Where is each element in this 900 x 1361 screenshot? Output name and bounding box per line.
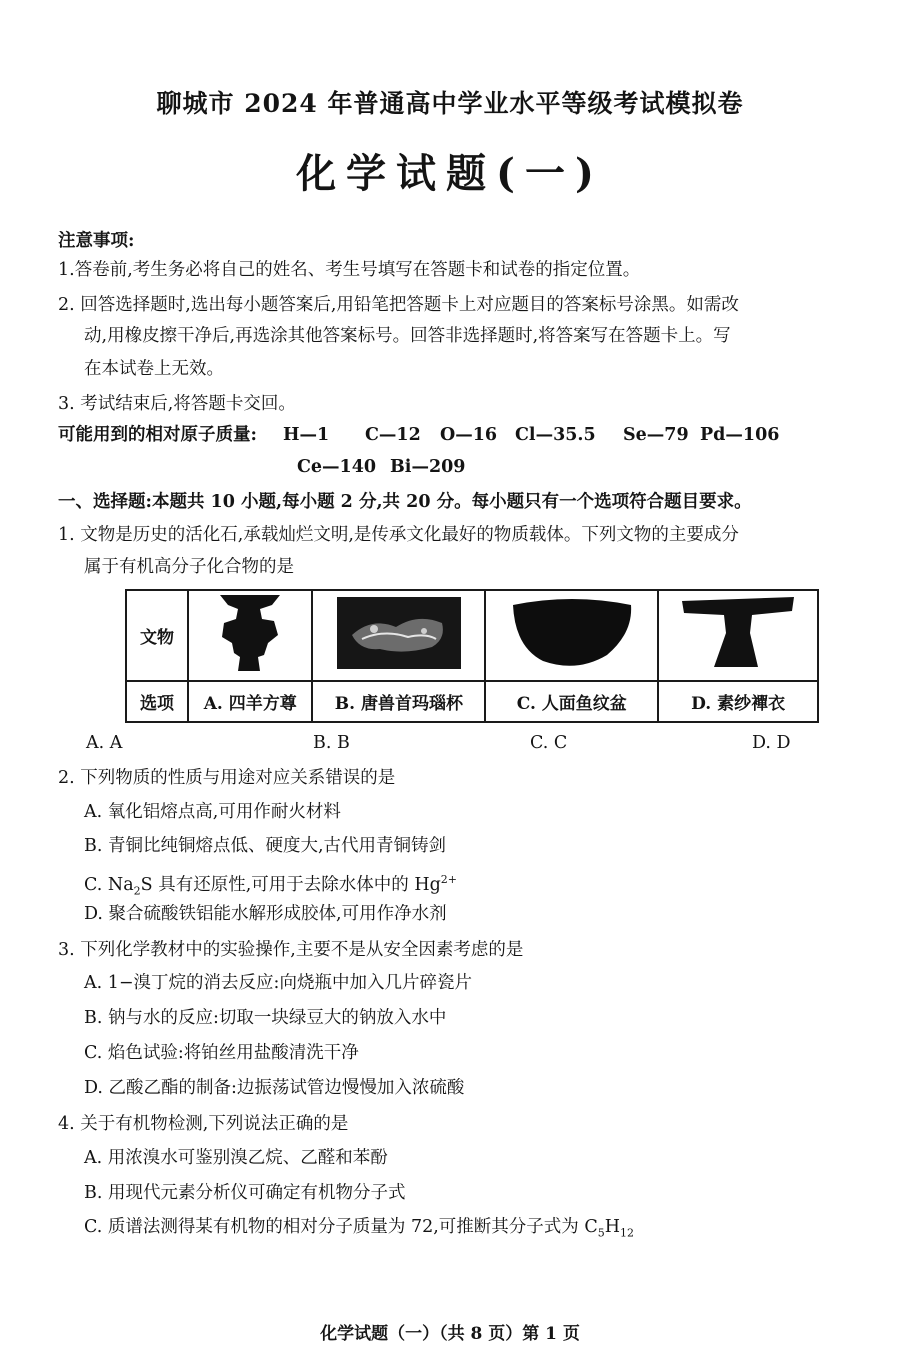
artifact-image-a	[188, 590, 312, 681]
artifact-image-c	[485, 590, 658, 681]
q2-option-b: B. 青铜比纯铜熔点低、硬度大,古代用青铜铸剑	[84, 836, 447, 856]
q1-choice-b: B. B	[313, 733, 350, 753]
q1-choice-c: C. C	[530, 733, 568, 753]
artifact-table	[125, 589, 819, 723]
page-footer: 化学试题（一）（共 8 页）第 1 页	[320, 1324, 580, 1344]
q4-option-b: B. 用现代元素分析仪可确定有机物分子式	[84, 1183, 406, 1203]
exam-name: 聊城市 2024 年普通高中学业水平等级考试模拟卷	[156, 89, 744, 118]
q3-stem: 3. 下列化学教材中的实验操作,主要不是从安全因素考虑的是	[58, 940, 524, 960]
artifact-option-d: D. 素纱襌衣	[658, 681, 818, 722]
q1-choice-d: D. D	[752, 733, 791, 753]
artifact-row-header: 文物	[126, 590, 188, 681]
q4-option-a: A. 用浓溴水可鉴别溴乙烷、乙醛和苯酚	[84, 1148, 388, 1168]
bronze-zun-icon	[210, 591, 290, 675]
artifact-option-a: A. 四羊方尊	[188, 681, 312, 722]
q1-choice-a: A. A	[86, 733, 123, 753]
notice-item-2-line-3: 在本试卷上无效。	[84, 359, 224, 379]
notice-item-2-line-2: 动,用橡皮擦干净后,再选涂其他答案标号。回答非选择题时,将答案写在答题卡上。写	[84, 326, 731, 346]
notice-title: 注意事项:	[58, 231, 135, 251]
q3-option-c: C. 焰色试验:将铂丝用盐酸清洗干净	[84, 1043, 359, 1063]
option-row-header: 选项	[126, 681, 188, 722]
atomic-mass-item: Bi—209	[390, 457, 466, 477]
notice-item-3: 3. 考试结束后,将答题卡交回。	[58, 394, 296, 414]
painted-basin-icon	[507, 593, 637, 673]
q3-option-a: A. 1−溴丁烷的消去反应:向烧瓶中加入几片碎瓷片	[84, 973, 472, 993]
q1-stem-line-1: 1. 文物是历史的活化石,承载灿烂文明,是传承文化最好的物质载体。下列文物的主要成分	[58, 525, 739, 545]
q4-option-c: C. 质谱法测得某有机物的相对分子质量为 72,可推断其分子式为 $C_5H_{12}$	[84, 1217, 635, 1240]
q2-option-c: C. $Na_2S$ 具有还原性,可用于去除水体中的 $Hg^{2+}$	[84, 873, 457, 898]
atomic-mass-item: H—1	[283, 425, 330, 445]
artifact-image-b	[312, 590, 485, 681]
notice-item-1: 1.答卷前,考生务必将自己的姓名、考生号填写在答题卡和试卷的指定位置。	[58, 260, 641, 280]
silk-robe-icon	[678, 593, 798, 673]
atomic-mass-item: Cl—35.5	[515, 425, 596, 445]
q2-option-a: A. 氧化铝熔点高,可用作耐火材料	[84, 802, 341, 822]
agate-cup-icon	[334, 595, 464, 671]
atomic-mass-item: Pd—106	[700, 425, 780, 445]
notice-item-2-line-1: 2. 回答选择题时,选出每小题答案后,用铅笔把答题卡上对应题目的答案标号涂黑。如需改	[58, 295, 739, 315]
atomic-mass-item: Ce—140	[297, 457, 377, 477]
q3-option-b: B. 钠与水的反应:切取一块绿豆大的钠放入水中	[84, 1008, 447, 1028]
artifact-option-c: C. 人面鱼纹盆	[485, 681, 658, 722]
atomic-mass-item: Se—79	[623, 425, 689, 445]
atomic-masses-label: 可能用到的相对原子质量:	[58, 425, 257, 445]
atomic-mass-item: O—16	[440, 425, 498, 445]
artifact-image-d	[658, 590, 818, 681]
q3-option-d: D. 乙酸乙酯的制备:边振荡试管边慢慢加入浓硫酸	[84, 1078, 465, 1098]
subject-title: 化学试题(一)	[296, 150, 604, 197]
atomic-mass-item: C—12	[365, 425, 421, 445]
q4-stem: 4. 关于有机物检测,下列说法正确的是	[58, 1114, 349, 1134]
q2-option-d: D. 聚合硫酸铁铝能水解形成胶体,可用作净水剂	[84, 904, 447, 924]
q1-stem-line-2: 属于有机高分子化合物的是	[84, 557, 294, 577]
section-1-title: 一、选择题:本题共 10 小题,每小题 2 分,共 20 分。每小题只有一个选项符合题目要求。	[58, 492, 752, 512]
artifact-option-b: B. 唐兽首玛瑙杯	[312, 681, 485, 722]
q2-stem: 2. 下列物质的性质与用途对应关系错误的是	[58, 768, 396, 788]
